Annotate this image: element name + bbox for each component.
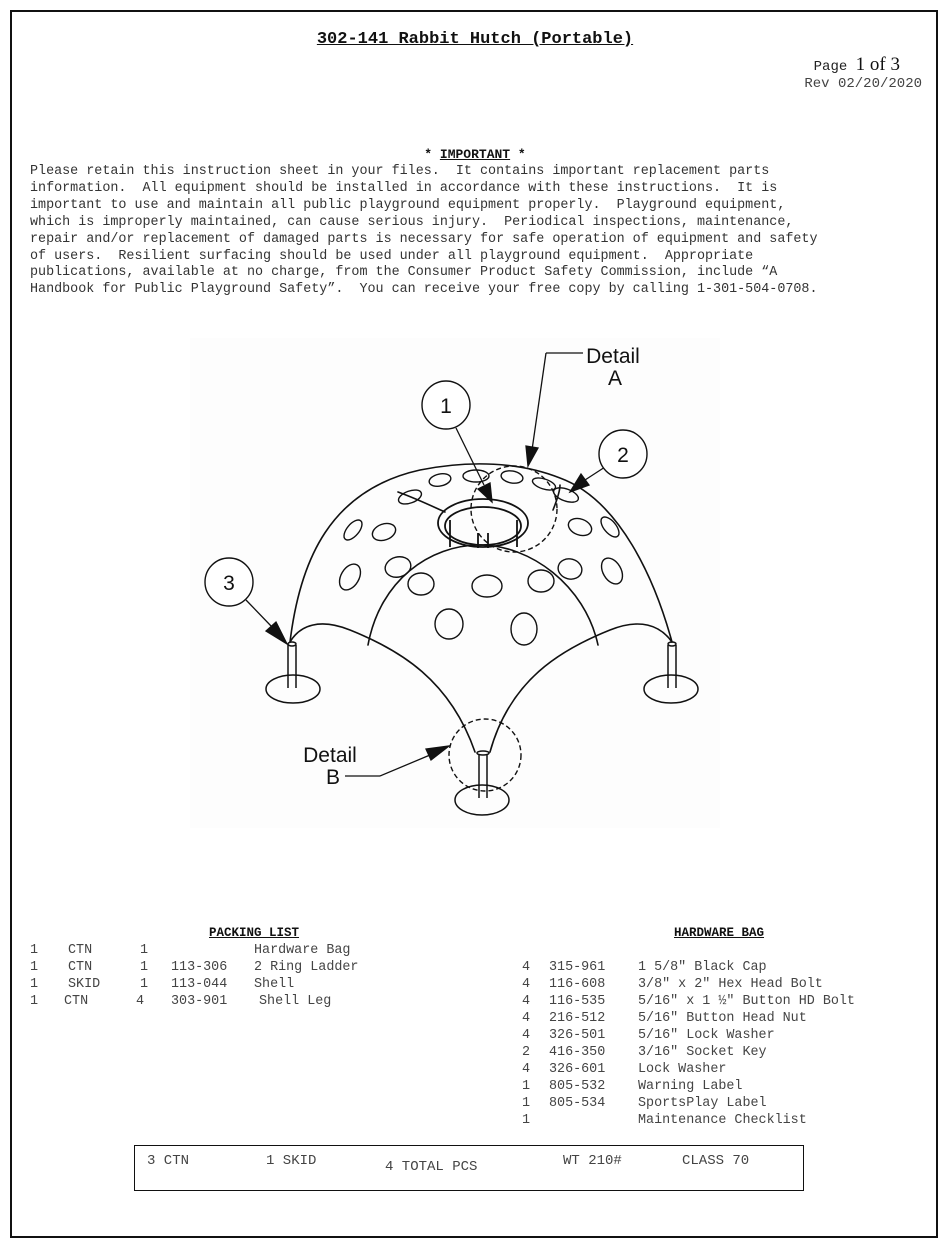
paragraph-line: repair and/or replacement of damaged parts is necessary for safe operation of equipment and safety xyxy=(30,231,818,247)
hardware-part: 116-608 xyxy=(549,977,606,992)
hardware-qty: 4 xyxy=(522,1028,531,1043)
important-paragraph xyxy=(30,164,920,299)
page-number: 1 of 3 xyxy=(855,54,900,75)
callout-3-label: 3 xyxy=(223,572,235,595)
packing-count: 1 xyxy=(140,943,149,958)
hardware-bag-heading: HARDWARE BAG xyxy=(674,926,765,940)
hardware-part: 326-601 xyxy=(549,1062,606,1077)
hardware-desc: 5/16″ x 1 ½″ Button HD Bolt xyxy=(638,994,855,1009)
summary-class: CLASS 70 xyxy=(682,1153,750,1169)
packing-unit: CTN xyxy=(68,943,93,958)
packing-part: 113-306 xyxy=(171,960,228,975)
packing-qty: 1 xyxy=(30,960,39,975)
hardware-desc: 3/16″ Socket Key xyxy=(638,1045,767,1060)
detail-b-label: Detail xyxy=(303,744,357,767)
hardware-part: 315-961 xyxy=(549,960,606,975)
packing-count: 1 xyxy=(140,960,149,975)
hardware-part: 416-350 xyxy=(549,1045,606,1060)
summary-total: 4 TOTAL PCS xyxy=(385,1159,478,1175)
hardware-qty: 4 xyxy=(522,994,531,1009)
page-indicator xyxy=(814,54,900,76)
packing-desc: Shell Leg xyxy=(259,994,332,1009)
paragraph-line: Please retain this instruction sheet in your files. It contains important replacement parts xyxy=(30,164,770,179)
hardware-qty: 4 xyxy=(522,977,531,992)
hardware-desc: Warning Label xyxy=(638,1079,743,1094)
summary-weight: WT 210# xyxy=(563,1153,622,1169)
packing-unit: CTN xyxy=(68,960,93,975)
hardware-qty: 4 xyxy=(522,1011,531,1026)
hardware-desc: 5/16″ Lock Washer xyxy=(638,1028,775,1043)
packing-unit: SKID xyxy=(68,977,101,992)
packing-part: 113-044 xyxy=(171,977,228,992)
document-title: 302-141 Rabbit Hutch (Portable) xyxy=(316,30,634,49)
hardware-part: 216-512 xyxy=(549,1011,606,1026)
hardware-part: 805-534 xyxy=(549,1096,606,1111)
paragraph-line: Handbook for Public Playground Safety”. You can receive your free copy by calling 1-301-504-0708. xyxy=(30,282,818,298)
summary-skid: 1 SKID xyxy=(266,1153,317,1169)
revision-date: Rev 02/20/2020 xyxy=(804,76,922,92)
packing-qty: 1 xyxy=(30,994,39,1009)
hardware-part: 116-535 xyxy=(549,994,606,1009)
callout-1-label: 1 xyxy=(440,395,452,418)
packing-desc: 2 Ring Ladder xyxy=(254,960,359,975)
paragraph-line: of users. Resilient surfacing should be used under all playground equipment. Appropriate xyxy=(30,248,754,264)
hardware-part: 326-501 xyxy=(549,1028,606,1043)
packing-desc: Hardware Bag xyxy=(254,943,351,958)
detail-a-letter: A xyxy=(607,367,623,390)
shipping-summary-box xyxy=(134,1145,804,1191)
important-label: IMPORTANT xyxy=(439,147,511,162)
summary-ctn: 3 CTN xyxy=(147,1153,190,1169)
packing-unit: CTN xyxy=(64,994,89,1009)
hardware-qty: 4 xyxy=(522,960,531,975)
detail-b-letter: B xyxy=(325,766,341,789)
packing-count: 1 xyxy=(140,977,149,992)
important-suffix: * xyxy=(510,147,526,162)
hardware-desc: SportsPlay Label xyxy=(638,1096,767,1111)
hardware-desc: Maintenance Checklist xyxy=(638,1113,807,1128)
packing-part: 303-901 xyxy=(171,994,228,1009)
packing-count: 4 xyxy=(136,994,145,1009)
hardware-qty: 1 xyxy=(522,1079,531,1094)
hardware-desc: 5/16″ Button Head Nut xyxy=(638,1011,807,1026)
paragraph-line: publications, available at no charge, from the Consumer Product Safety Commission, include “A xyxy=(30,265,778,281)
page-label: Page xyxy=(813,59,848,75)
hardware-qty: 1 xyxy=(522,1113,531,1128)
paragraph-line: important to use and maintain all public playground equipment properly. Playground equipment, xyxy=(30,197,786,213)
hardware-desc: Lock Washer xyxy=(638,1062,727,1077)
hardware-desc: 1 5/8" Black Cap xyxy=(638,960,767,975)
packing-list-heading: PACKING LIST xyxy=(209,926,300,940)
packing-desc: Shell xyxy=(254,977,295,992)
hardware-part: 805-532 xyxy=(549,1079,606,1094)
important-prefix: * xyxy=(424,147,440,162)
hardware-desc: 3/8″ x 2″ Hex Head Bolt xyxy=(638,977,823,992)
assembly-diagram xyxy=(190,338,720,828)
detail-a-label: Detail xyxy=(586,345,640,368)
important-heading xyxy=(0,147,950,162)
paragraph-line: which is improperly maintained, can cause serious injury. Periodical inspections, maintenance, xyxy=(30,214,794,230)
callout-2-label: 2 xyxy=(617,444,629,467)
hardware-qty: 1 xyxy=(522,1096,531,1111)
packing-qty: 1 xyxy=(30,943,39,958)
hardware-qty: 4 xyxy=(522,1062,531,1077)
hardware-qty: 2 xyxy=(522,1045,531,1060)
packing-qty: 1 xyxy=(30,977,39,992)
paragraph-line: information. All equipment should be installed in accordance with these instructions. It is xyxy=(30,180,778,196)
